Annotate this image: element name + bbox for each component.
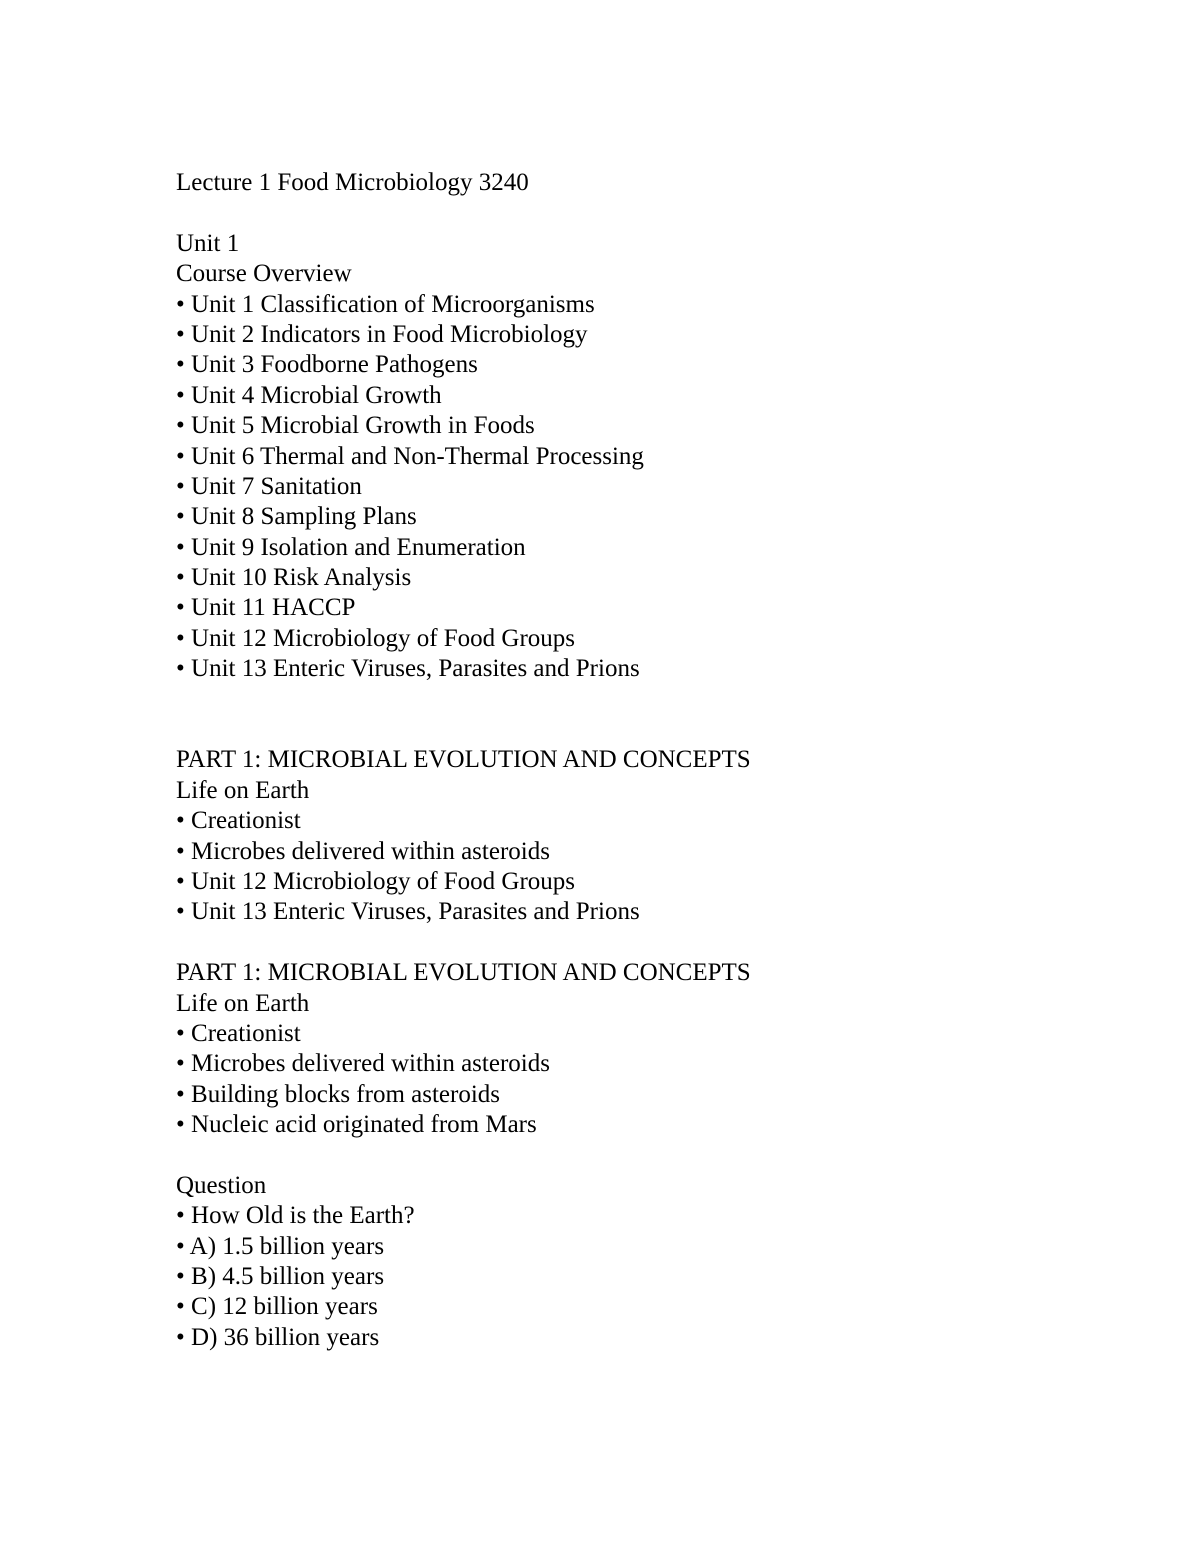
list-item <box>176 624 1076 654</box>
list-item <box>176 411 1076 441</box>
list-item <box>176 1323 1076 1353</box>
list-item-text: Unit 10 Risk Analysis <box>191 564 412 592</box>
bullet-glyph: • <box>176 1263 185 1291</box>
list-item <box>176 381 1076 411</box>
bullet-glyph: • <box>176 320 185 348</box>
list-item <box>176 533 1076 563</box>
list-item-text: Unit 2 Indicators in Food Microbiology <box>191 320 588 348</box>
list-item-text: Nucleic acid originated from Mars <box>191 1111 537 1139</box>
list-item <box>176 1110 1076 1140</box>
list-item-text: Unit 1 Classification of Microorganisms <box>191 290 595 318</box>
part1-first-list <box>176 806 1076 928</box>
list-item-text: Unit 8 Sampling Plans <box>191 503 417 531</box>
list-item <box>176 593 1076 623</box>
list-item-text: C) 12 billion years <box>191 1293 378 1321</box>
bullet-glyph: • <box>176 503 185 531</box>
bullet-glyph: • <box>176 655 185 683</box>
spacer <box>176 715 1076 745</box>
bullet-glyph: • <box>176 1019 185 1047</box>
bullet-glyph: • <box>176 1323 185 1351</box>
spacer <box>176 198 1076 228</box>
list-item <box>176 1232 1076 1262</box>
list-item-text: A) 1.5 billion years <box>189 1232 385 1260</box>
bullet-glyph: • <box>176 867 185 895</box>
list-item-text: Unit 5 Microbial Growth in Foods <box>191 412 535 440</box>
list-item-text: Unit 4 Microbial Growth <box>191 381 442 409</box>
part1-heading-repeat: PART 1: MICROBIAL EVOLUTION AND CONCEPTS <box>176 959 751 987</box>
part1-heading: PART 1: MICROBIAL EVOLUTION AND CONCEPTS <box>176 746 751 774</box>
list-item <box>176 502 1076 532</box>
list-item <box>176 320 1076 350</box>
bullet-glyph: • <box>176 533 185 561</box>
list-item-text: Unit 9 Isolation and Enumeration <box>191 533 526 561</box>
list-item-text: Unit 3 Foodborne Pathogens <box>191 351 478 379</box>
bullet-glyph: • <box>176 1232 185 1260</box>
document-body <box>176 168 1076 1353</box>
bullet-glyph: • <box>176 290 185 318</box>
bullet-glyph: • <box>176 837 185 865</box>
list-item <box>176 472 1076 502</box>
question-list <box>176 1201 1076 1353</box>
list-item-text: Microbes delivered within asteroids <box>191 837 550 865</box>
list-item-text: Unit 7 Sanitation <box>191 472 362 500</box>
bullet-glyph: • <box>176 472 185 500</box>
list-item-text: Creationist <box>191 1019 301 1047</box>
list-item <box>176 1201 1076 1231</box>
spacer <box>176 928 1076 958</box>
document-title: Lecture 1 Food Microbiology 3240 <box>176 169 529 196</box>
course-overview-heading: Course Overview <box>176 260 352 288</box>
list-item <box>176 1262 1076 1292</box>
bullet-glyph: • <box>176 1202 185 1230</box>
list-item <box>176 350 1076 380</box>
life-on-earth-subheading: Life on Earth <box>176 776 310 804</box>
bullet-glyph: • <box>176 898 185 926</box>
list-item <box>176 837 1076 867</box>
bullet-glyph: • <box>176 1080 185 1108</box>
life-on-earth-subheading-repeat: Life on Earth <box>176 989 310 1017</box>
list-item <box>176 806 1076 836</box>
course-overview-list <box>176 290 1076 685</box>
bullet-glyph: • <box>176 1111 185 1139</box>
list-item-text: Creationist <box>191 807 301 835</box>
bullet-glyph: • <box>176 351 185 379</box>
bullet-glyph: • <box>176 807 185 835</box>
list-item <box>176 897 1076 927</box>
unit-heading: Unit 1 <box>176 229 240 257</box>
list-item <box>176 442 1076 472</box>
list-item-text: B) 4.5 billion years <box>191 1263 385 1291</box>
spacer <box>176 685 1076 715</box>
list-item <box>176 1049 1076 1079</box>
bullet-glyph: • <box>176 442 185 470</box>
list-item-text: Unit 12 Microbiology of Food Groups <box>191 867 576 895</box>
list-item <box>176 1019 1076 1049</box>
list-item-text: Microbes delivered within asteroids <box>191 1050 550 1078</box>
list-item-text: D) 36 billion years <box>191 1323 380 1351</box>
bullet-glyph: • <box>176 624 185 652</box>
list-item-text: Building blocks from asteroids <box>191 1080 501 1108</box>
list-item <box>176 1292 1076 1322</box>
list-item-text: Unit 12 Microbiology of Food Groups <box>191 624 576 652</box>
bullet-glyph: • <box>176 1050 185 1078</box>
bullet-glyph: • <box>176 1293 185 1321</box>
bullet-glyph: • <box>176 381 185 409</box>
spacer <box>176 1141 1076 1171</box>
list-item <box>176 1080 1076 1110</box>
part1-second-list <box>176 1019 1076 1141</box>
list-item <box>176 867 1076 897</box>
question-heading: Question <box>176 1171 267 1199</box>
list-item-text: How Old is the Earth? <box>191 1202 415 1230</box>
list-item-text: Unit 13 Enteric Viruses, Parasites and Prions <box>191 655 640 683</box>
bullet-glyph: • <box>176 564 185 592</box>
list-item <box>176 290 1076 320</box>
bullet-glyph: • <box>176 412 185 440</box>
list-item-text: Unit 11 HACCP <box>191 594 356 622</box>
bullet-glyph: • <box>176 594 185 622</box>
list-item <box>176 563 1076 593</box>
list-item <box>176 654 1076 684</box>
list-item-text: Unit 13 Enteric Viruses, Parasites and Prions <box>191 898 640 926</box>
list-item-text: Unit 6 Thermal and Non-Thermal Processing <box>191 442 644 470</box>
